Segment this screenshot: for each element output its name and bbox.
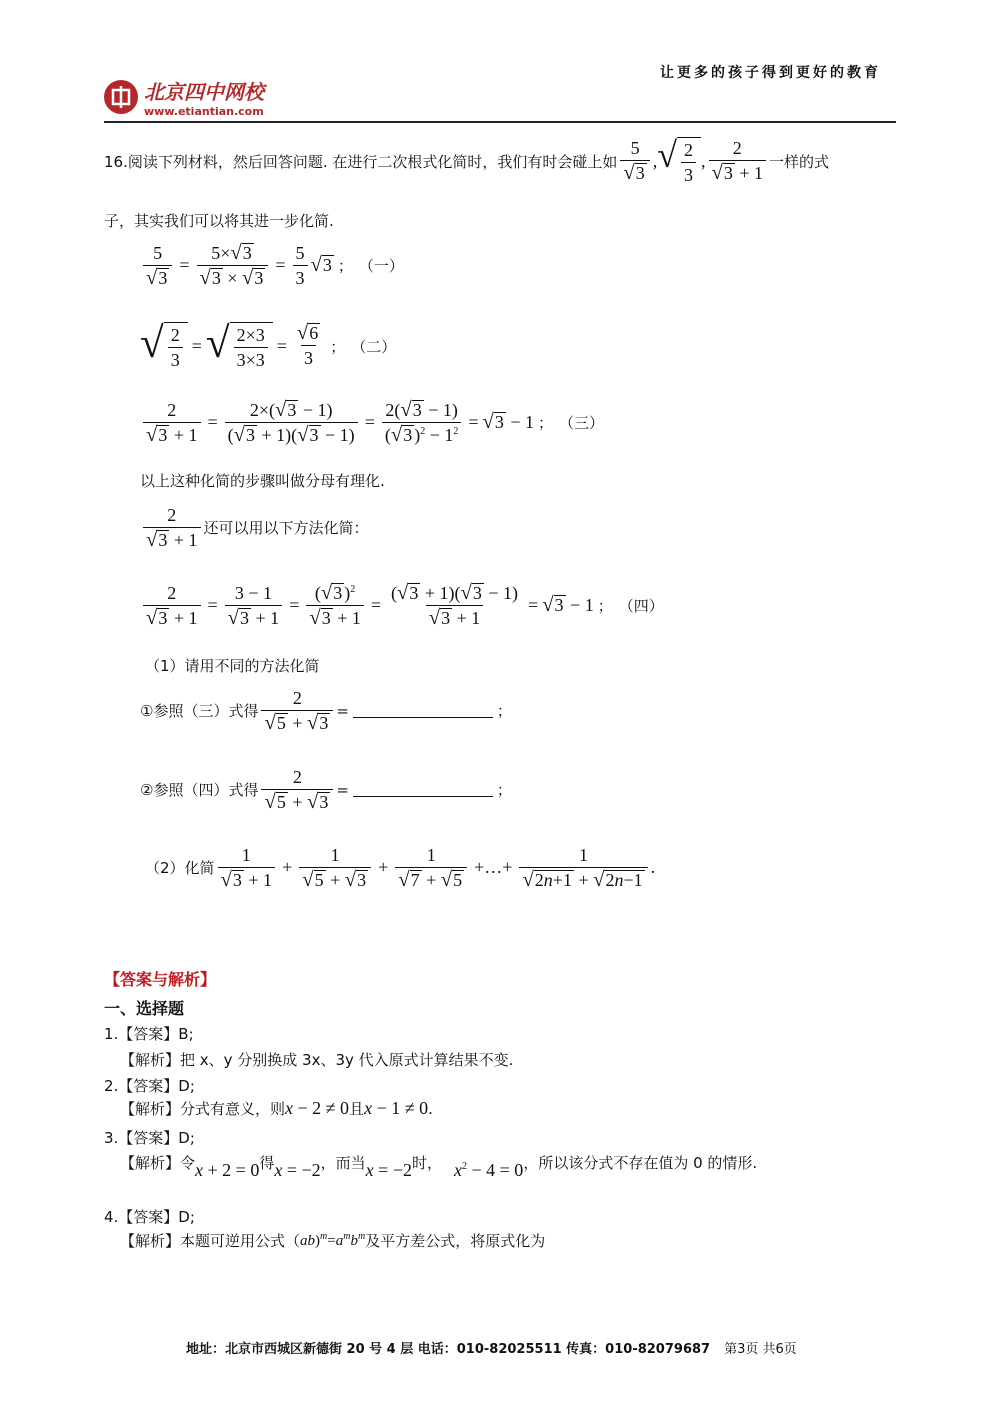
explain-3: 【解析】令 x + 2 = 0 得 x = −2 ，而当 x = −2 时， $x^2 - 4 = 0$ ，所以该分式不存在值为 0 的情形. <box>120 1154 758 1180</box>
formula-2: √ $\frac{2}{3}$ = √ $\frac{2\times 3}{3\times 3}$ = √ 6 3 ； （二） <box>140 320 397 370</box>
explain-2-text-a: 【解析】分式有意义，则 <box>120 1100 286 1118</box>
explain-4-text-b: 及平方差公式，将原式化为 <box>365 1232 546 1250</box>
question-1b: ②参照（四）式得 2 √ 5 + √ 3 = ； <box>140 767 512 813</box>
answer-2: 2.【答案】D; <box>104 1077 195 1095</box>
answers-section: 一、选择题 <box>104 999 185 1018</box>
explain-3-text-c: ，而当 <box>320 1154 366 1172</box>
header-rule <box>104 121 896 123</box>
question-1: （1）请用不同的方法化简 <box>145 657 320 675</box>
answer-blank-1a[interactable] <box>353 703 493 718</box>
question-1b-label: ②参照（四）式得 <box>140 781 259 800</box>
explain-1: 【解析】把 x、y 分别换成 3x、3y 代入原式计算结果不变. <box>120 1051 514 1069</box>
question-1a-label: ①参照（三）式得 <box>140 702 259 721</box>
label-1: （一） <box>358 257 404 276</box>
answer-blank-1b[interactable] <box>353 782 493 797</box>
answer-1: 1.【答案】B; <box>104 1025 194 1043</box>
explain-2: 【解析】分式有意义，则 x − 2 ≠ 0 且 x − 1 ≠ 0 . <box>120 1098 433 1118</box>
alt-method-line: 2 √ 3 + 1 还可以用以下方法化简： <box>140 505 369 550</box>
intro-text-a: 16.阅读下列材料，然后回答问题. 在进行二次根式化简时，我们有时会碰上如 <box>104 152 618 171</box>
explain-2-text-b: 且 <box>349 1100 365 1118</box>
header-slogan: 让更多的孩子得到更好的教育 <box>660 65 881 81</box>
footer-address: 地址：北京市西城区新德街 20 号 4 层 电话：010-82025511 传真：010-82079687 <box>186 1342 711 1357</box>
question-2: （2）化简 1 √ 3 + 1 + 1 √ 5 + √ 3 + 1 √ 7 + √ 5 +…+ 1 √ 2n+1 + √ 2n−1 . <box>145 845 656 891</box>
explain-4-text-a: 【解析】本题可逆用公式（ <box>120 1232 301 1250</box>
problem-intro <box>104 137 829 185</box>
intro-examples: 5 √ 3 , √ $\frac{2}{3}$ , 2 √ 3 + 1 <box>617 137 769 185</box>
logo-name: 北京四中网校 <box>144 80 264 104</box>
logo-url: www.etiantian.com <box>144 105 264 118</box>
formula-4: 2 √ 3 + 1 = 3 − 1 √ 3 + 1 = ( √ 3 )$^2$ √ 3 + 1 = ( √ 3 + 1)( √ 3 − 1) √ 3 + 1 = √ 3 − 1 ； （四） <box>140 583 664 629</box>
question-1a: ①参照（三）式得 2 √ 5 + √ 3 = ； <box>140 688 512 734</box>
answer-3: 3.【答案】D; <box>104 1129 195 1147</box>
intro-text-b: 一样的式 <box>769 152 830 171</box>
footer <box>186 1338 797 1357</box>
note-rationalize: 以上这种化简的步骤叫做分母有理化. <box>140 472 385 490</box>
question-2-label: （2）化简 <box>145 859 215 878</box>
answer-4: 4.【答案】D; <box>104 1208 195 1226</box>
footer-page: 第3页 共6页 <box>724 1342 797 1357</box>
logo-emblem-icon <box>104 80 138 114</box>
formula-1: 5 √ 3 = 5× √ 3 √ 3 × √ 3 = $\frac{5}{3}$ √ 3 ； （一） <box>140 243 404 289</box>
label-4: （四） <box>618 597 664 616</box>
explain-3-text-d: 时， <box>411 1154 442 1172</box>
label-2: （二） <box>351 337 397 356</box>
label-3: （三） <box>559 414 605 433</box>
formula-3: 2 √ 3 + 1 = 2×( √ 3 − 1) ( √ 3 + 1)( √ 3 − 1) = 2( √ 3 − 1) ( √ 3 )$^2 - 1^2$ = √ 3 − 1 ； （三） <box>140 400 604 446</box>
explain-3-text-b: 得 <box>259 1154 275 1172</box>
intro-text-c: 子，其实我们可以将其进一步化简. <box>104 212 334 230</box>
explain-3-text-e: ，所以该分式不存在值为 0 的情形. <box>523 1154 758 1172</box>
explain-4: 【解析】本题可逆用公式（ $ab)^m=a^mb^m$ 及平方差公式，将原式化为 <box>120 1231 546 1250</box>
explain-3-text-a: 【解析】令 <box>120 1154 196 1172</box>
answers-heading: 【答案与解析】 <box>104 970 217 989</box>
logo <box>104 76 264 118</box>
note-alt: 还可以用以下方法化简： <box>203 519 369 538</box>
